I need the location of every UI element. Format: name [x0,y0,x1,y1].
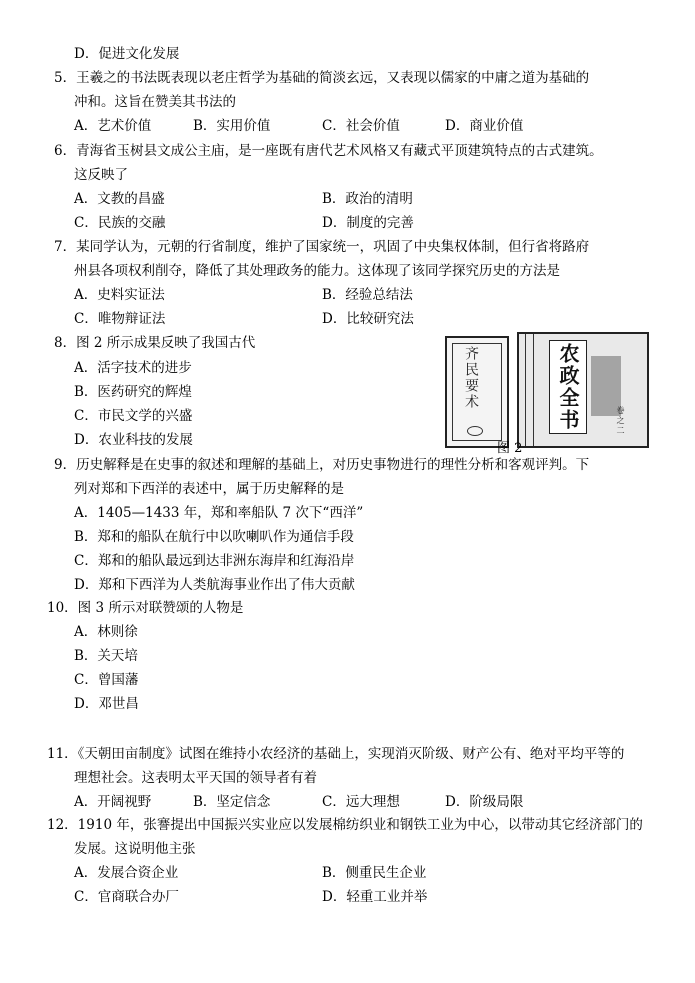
answer-option: A．林则徐 [74,624,138,640]
answer-option: B．郑和的船队在航行中以吹喇叭作为通信手段 [74,529,354,545]
book-qimin-yaoshu-image [445,336,509,448]
question-text-line: 12．1910 年，张謇提出中国振兴实业应以发展棉纺织业和钢铁工业为中心，以带动其它经济部门的 [47,817,643,833]
question-text-line: 6．青海省玉树县文成公主庙，是一座既有唐代艺术风格又有藏式平顶建筑特点的古式建筑。 [54,143,603,159]
question-text-line: 列对郑和下西洋的表述中，属于历史解释的是 [74,481,344,497]
question-text-line: 发展。这说明他主张 [74,841,196,857]
seal-mark [467,426,483,436]
answer-option: C．远大理想 [322,794,400,810]
answer-option: A．开阔视野 [74,794,152,810]
answer-option: A．发展合资企业 [74,865,179,881]
question-text-line: 9．历史解释是在史事的叙述和理解的基础上，对历史事物进行的理性分析和客观评判。下 [54,457,590,473]
answer-option: A．活字技术的进步 [74,360,192,376]
answer-option: D．轻重工业并举 [322,889,428,905]
question-text-line: D．促进文化发展 [74,46,180,62]
answer-option: C．社会价值 [322,118,400,134]
figure-caption: 图 2 [497,441,523,456]
question-text-line: 7．某同学认为，元朝的行省制度，维护了国家统一，巩固了中央集权体制，但行省将路府 [54,239,590,255]
answer-option: C．民族的交融 [74,215,166,231]
question-text-line: 理想社会。这表明太平天国的领导者有着 [74,770,317,786]
answer-option: D．商业价值 [445,118,524,134]
question-text-line: 10．图 3 所示对联赞颂的人物是 [47,600,244,616]
question-text-line: 11．《天朝田亩制度》试图在维持小农经济的基础上，实现消灭阶级、财产公有、绝对平均平等的 [47,746,625,762]
answer-option: B．经验总结法 [322,287,413,303]
answer-option: C．官商联合办厂 [74,889,179,905]
answer-option: A．史料实证法 [74,287,165,303]
answer-option: B．政治的清明 [322,191,413,207]
answer-option: D．比较研究法 [322,311,414,327]
answer-option: C．郑和的船队最远到达非洲东海岸和红海沿岸 [74,553,355,569]
book-nongzheng-quanshu-image [517,332,649,448]
book1-title: 齐民要术 [463,346,479,410]
answer-option: D．制度的完善 [322,215,414,231]
answer-option: D．邓世昌 [74,696,139,712]
answer-option: D．农业科技的发展 [74,432,193,448]
answer-option: D．郑和下西洋为人类航海事业作出了伟大贡献 [74,577,355,593]
answer-option: C．唯物辩证法 [74,311,166,327]
answer-option: C．曾国藩 [74,672,139,688]
question-text-line: 这反映了 [74,167,128,183]
question-text-line: 5．王羲之的书法既表现以老庄哲学为基础的简淡玄远，又表现以儒家的中庸之道为基础的 [54,70,590,86]
book2-label [549,340,587,434]
answer-option: B．侧重民生企业 [322,865,427,881]
answer-option: C．市民文学的兴盛 [74,408,193,424]
book2-volume: 卷之二 [616,406,625,436]
answer-option: B．医药研究的辉煌 [74,384,192,400]
book2-title: 农政全书 [556,343,580,431]
question-text-line: 8．图 2 所示成果反映了我国古代 [54,335,256,351]
answer-option: A．文教的昌盛 [74,191,165,207]
answer-option: B．关天培 [74,648,138,664]
answer-option: D．阶级局限 [445,794,524,810]
question-text-line: 冲和。这旨在赞美其书法的 [74,94,236,110]
figure-2 [445,332,649,456]
question-text-line: 州县各项权利削夺，降低了其处理政务的能力。这体现了该同学探究历史的方法是 [74,263,560,279]
answer-option: A．艺术价值 [74,118,152,134]
answer-option: B．实用价值 [193,118,271,134]
answer-option: B．坚定信念 [193,794,271,810]
answer-option: A．1405—1433 年，郑和率船队 7 次下“西洋” [74,505,364,521]
